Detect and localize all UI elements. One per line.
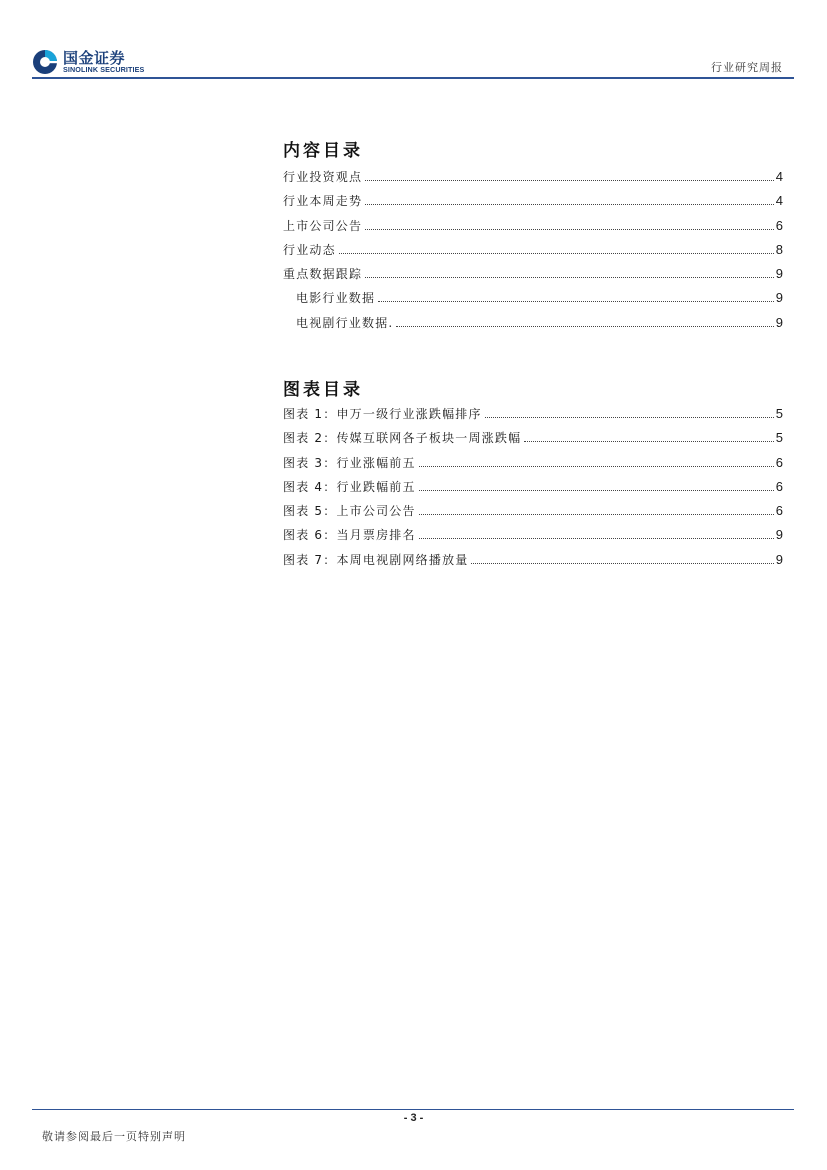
toc-leader-dots — [365, 228, 774, 230]
toc-item-label: 上市公司公告 — [283, 218, 363, 233]
toc-item[interactable] — [283, 265, 783, 289]
toc-leader-dots — [419, 513, 774, 515]
figure-number: 6 — [314, 528, 324, 543]
figure-item[interactable] — [283, 429, 783, 453]
figure-number: 4 — [314, 479, 324, 494]
footer-disclaimer: 敬请参阅最后一页特别声明 — [42, 1130, 186, 1143]
figure-prefix: 图表 — [283, 431, 315, 446]
toc-item[interactable] — [283, 217, 783, 241]
figure-item-page: 9 — [775, 551, 783, 567]
figure-prefix: 图表 — [283, 479, 315, 494]
toc-leader-dots — [365, 276, 774, 278]
figure-item[interactable] — [283, 405, 783, 429]
toc-item[interactable] — [283, 192, 783, 216]
logo-english-name: SINOLINK SECURITIES — [63, 65, 145, 74]
toc-leader-dots — [419, 537, 774, 539]
toc-item-label: 电视剧行业数据. — [296, 315, 394, 330]
figure-number: 2 — [314, 431, 324, 446]
toc-item-label: 行业投资观点 — [283, 170, 363, 184]
toc-leader-dots — [339, 252, 774, 254]
contents-title: 内容目录 — [283, 141, 363, 161]
figure-item[interactable] — [283, 502, 783, 526]
figure-prefix: 图表 — [283, 528, 315, 543]
figure-number: 3 — [314, 455, 324, 470]
figure-item-label — [283, 429, 521, 446]
toc-item[interactable] — [283, 168, 783, 192]
figure-item-label — [283, 405, 482, 422]
figure-item[interactable] — [283, 478, 783, 502]
toc-leader-dots — [485, 416, 774, 418]
toc-item-page: 8 — [775, 241, 783, 257]
figure-item-label — [283, 502, 416, 519]
toc-leader-dots — [396, 325, 773, 327]
toc-item-page: 6 — [775, 217, 783, 233]
header-divider — [32, 77, 794, 79]
toc-item-page: 4 — [775, 193, 783, 209]
toc-subitem[interactable] — [283, 289, 783, 313]
toc-leader-dots — [524, 440, 773, 442]
toc-leader-dots — [365, 203, 774, 205]
figure-prefix: 图表 — [283, 455, 315, 470]
toc-item-page: 9 — [775, 266, 783, 282]
figure-caption: ：行业涨幅前五 — [323, 455, 416, 470]
page-header — [0, 0, 827, 82]
figure-caption: ：本周电视剧网络播放量 — [323, 552, 469, 567]
figure-item-label — [283, 551, 468, 568]
toc-item-page: 9 — [775, 314, 783, 330]
figure-item-page: 9 — [775, 527, 783, 543]
figure-caption: ：传媒互联网各子板块一周涨跌幅 — [323, 431, 522, 446]
figure-item-page: 5 — [775, 406, 783, 421]
figure-item-page: 5 — [775, 430, 783, 446]
page-number: - 3 - — [403, 1112, 424, 1124]
figures-title: 图表目录 — [283, 380, 363, 400]
toc-leader-dots — [378, 300, 774, 302]
toc-leader-dots — [365, 179, 774, 181]
company-logo — [32, 47, 162, 79]
toc-subitem[interactable] — [283, 314, 783, 338]
footer-divider — [32, 1109, 794, 1110]
toc-leader-dots — [419, 489, 774, 491]
toc-item-label: 行业动态 — [283, 242, 336, 257]
figure-caption: ：申万一级行业涨跌幅排序 — [323, 407, 482, 421]
figure-item-page: 6 — [775, 503, 783, 519]
figure-item-label — [283, 454, 416, 471]
report-type-label: 行业研究周报 — [711, 61, 783, 74]
toc-item-label: 电影行业数据 — [296, 291, 376, 306]
figure-item-label — [283, 478, 416, 495]
figure-item[interactable] — [283, 526, 783, 550]
figure-number: 7 — [314, 552, 324, 567]
toc-item-label: 行业本周走势 — [283, 194, 363, 209]
figure-number: 1 — [314, 407, 324, 421]
figures-list — [283, 405, 783, 575]
figure-prefix: 图表 — [283, 552, 315, 567]
toc-item-page: 4 — [775, 169, 783, 184]
figure-item-label — [283, 526, 416, 543]
figure-caption: ：当月票房排名 — [323, 528, 416, 543]
toc-item[interactable] — [283, 241, 783, 265]
toc-leader-dots — [471, 562, 773, 564]
figure-item[interactable] — [283, 454, 783, 478]
figure-prefix: 图表 — [283, 504, 315, 519]
logo-mark-icon — [32, 49, 58, 75]
toc-item-page: 9 — [775, 290, 783, 306]
figure-item[interactable] — [283, 551, 783, 575]
toc-leader-dots — [419, 465, 774, 467]
figure-prefix: 图表 — [283, 407, 315, 421]
figure-caption: ：行业跌幅前五 — [323, 479, 416, 494]
toc-item-label: 重点数据跟踪 — [283, 267, 363, 282]
figure-caption: ：上市公司公告 — [323, 504, 416, 519]
figure-item-page: 6 — [775, 478, 783, 494]
logo-chinese-name: 国金证券 — [63, 49, 126, 67]
figure-number: 5 — [314, 504, 324, 519]
figure-item-page: 6 — [775, 454, 783, 470]
contents-list — [283, 168, 783, 338]
